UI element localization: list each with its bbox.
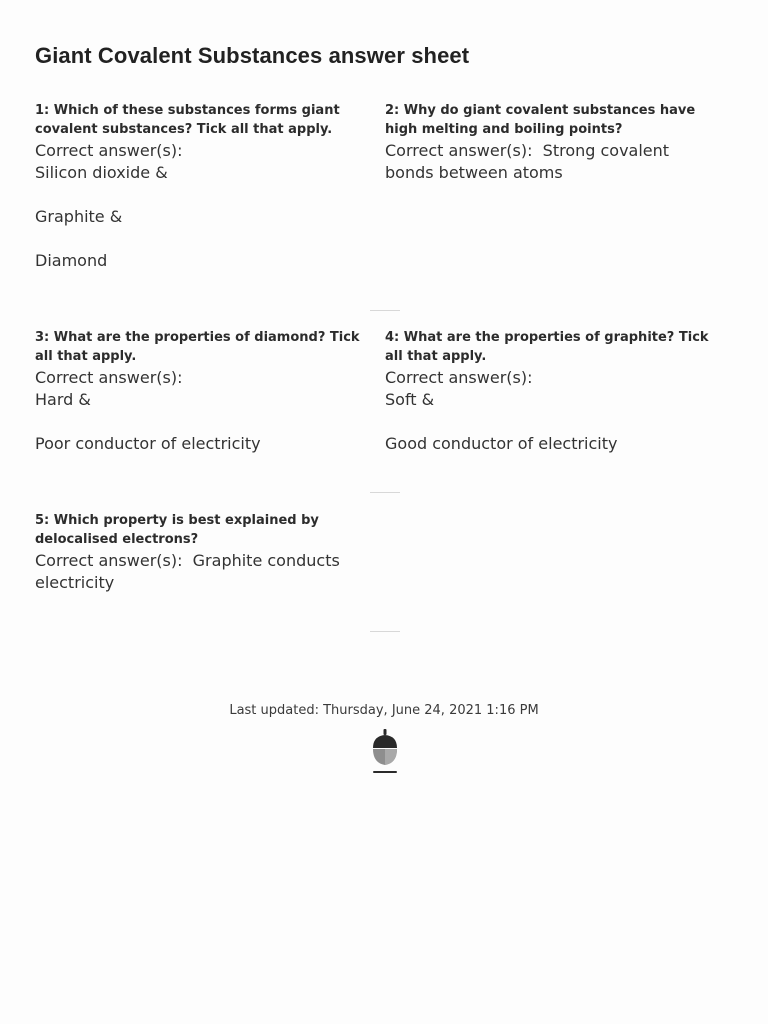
section-divider bbox=[370, 310, 400, 311]
question-number-suffix: : bbox=[394, 103, 400, 118]
question-prompt bbox=[35, 511, 365, 549]
question-number: 5 bbox=[35, 513, 45, 528]
question-number-suffix: : bbox=[44, 330, 50, 345]
question-number: 2 bbox=[385, 103, 395, 118]
question-text: Why do giant covalent substances have high melting and boiling points? bbox=[385, 103, 696, 137]
question-text: Which of these substances forms giant covalent substances? Tick all that apply. bbox=[35, 103, 340, 137]
question-text: What are the properties of graphite? Tick all that apply. bbox=[385, 330, 709, 364]
answer-block bbox=[35, 140, 365, 272]
question-text: What are the properties of diamond? Tick all that apply. bbox=[35, 330, 360, 364]
answer-text: Strong covalent bonds between atoms bbox=[385, 141, 675, 182]
answer-block bbox=[35, 550, 365, 594]
answer-spacer bbox=[35, 411, 365, 433]
question-prompt bbox=[385, 328, 715, 366]
section-divider bbox=[370, 631, 400, 632]
answer-spacer bbox=[385, 411, 715, 433]
page-title: Giant Covalent Substances answer sheet bbox=[35, 43, 470, 68]
question-4 bbox=[385, 328, 715, 455]
question-3 bbox=[35, 328, 365, 455]
last-updated: Last updated: Thursday, June 24, 2021 1:16 PM bbox=[229, 703, 539, 718]
question-1 bbox=[35, 101, 365, 272]
answer-line: Diamond bbox=[35, 251, 108, 270]
answer-label: Correct answer(s): bbox=[385, 368, 533, 387]
question-prompt bbox=[35, 101, 365, 139]
answer-block bbox=[385, 140, 715, 184]
answer-block bbox=[385, 367, 715, 455]
question-number-suffix: : bbox=[44, 513, 50, 528]
question-text: Which property is best explained by delocalised electrons? bbox=[35, 513, 319, 547]
answer-spacer bbox=[35, 184, 365, 206]
answer-line: Hard & bbox=[35, 390, 91, 409]
answer-label: Correct answer(s): bbox=[385, 141, 533, 160]
question-number: 1 bbox=[35, 103, 45, 118]
answer-block bbox=[35, 367, 365, 455]
answer-line: Poor conductor of electricity bbox=[35, 434, 261, 453]
question-5 bbox=[35, 511, 365, 594]
acorn-icon bbox=[368, 729, 402, 777]
question-number: 4 bbox=[385, 330, 395, 345]
section-divider bbox=[370, 492, 400, 493]
question-2 bbox=[385, 101, 715, 184]
answer-line: Soft & bbox=[385, 390, 435, 409]
question-number-suffix: : bbox=[394, 330, 400, 345]
question-prompt bbox=[385, 101, 715, 139]
answer-line: Graphite & bbox=[35, 207, 123, 226]
answer-label: Correct answer(s): bbox=[35, 551, 183, 570]
answer-spacer bbox=[35, 228, 365, 250]
question-prompt bbox=[35, 328, 365, 366]
question-number-suffix: : bbox=[44, 103, 50, 118]
answer-line: Good conductor of electricity bbox=[385, 434, 618, 453]
answer-label: Correct answer(s): bbox=[35, 368, 183, 387]
answer-label: Correct answer(s): bbox=[35, 141, 183, 160]
answer-line: Silicon dioxide & bbox=[35, 163, 168, 182]
question-number: 3 bbox=[35, 330, 45, 345]
answer-text: Graphite conducts electricity bbox=[35, 551, 345, 592]
